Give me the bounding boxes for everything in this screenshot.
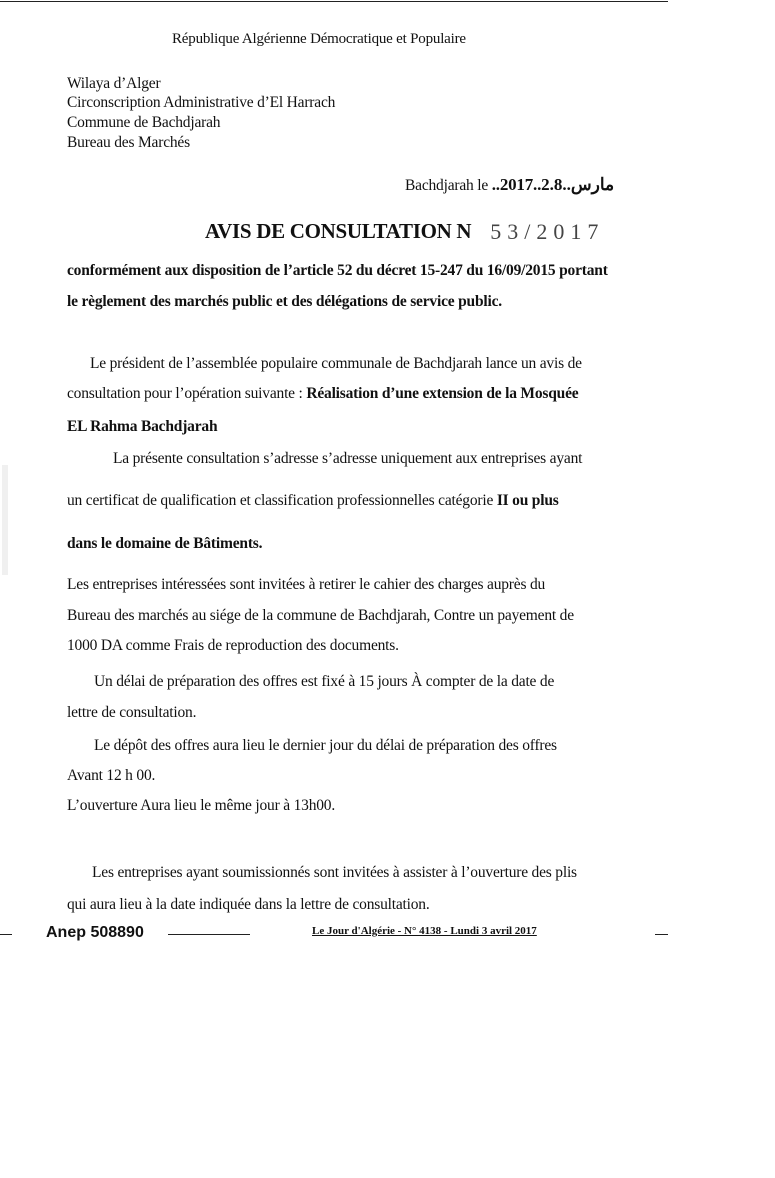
footer-rule-left bbox=[0, 934, 12, 935]
handwritten-date: ..2017..مارس..2.8 bbox=[491, 175, 615, 194]
body-p5-line-1: Le dépôt des offres aura lieu le dernier jour du délai de préparation des offres bbox=[94, 737, 557, 754]
body-p3-line-1: Les entreprises intéressées sont invitées à retirer le cahier des charges auprès du bbox=[67, 576, 546, 593]
preamble-line-1: conformément aux disposition de l’article 52 du décret 15-247 du 16/09/2015 portant bbox=[67, 262, 608, 279]
notice-title bbox=[205, 218, 605, 244]
body-p3-line-2: Bureau des marchés au siége de la commune de Bachdjarah, Contre un payement de bbox=[67, 607, 574, 624]
preamble-line-2: le règlement des marchés public et des délégations de service public. bbox=[67, 293, 502, 310]
footer-rule-middle bbox=[168, 934, 250, 935]
bureau-line: Bureau des Marchés bbox=[67, 134, 190, 151]
body-p4-line-1: Un délai de préparation des offres est fixé à 15 jours À compter de la date de bbox=[94, 673, 555, 690]
body-p1-line-2 bbox=[67, 385, 578, 403]
body-p5-line-3: L’ouverture Aura lieu le même jour à 13h00. bbox=[67, 797, 336, 814]
republic-heading: République Algérienne Démocratique et Populaire bbox=[172, 31, 466, 47]
date-place: Bachdjarah le bbox=[405, 177, 489, 194]
operation-name-continued: EL Rahma Bachdjarah bbox=[67, 418, 218, 435]
anep-reference: Anep 508890 bbox=[46, 924, 144, 941]
body-p6-line-1: Les entreprises ayant soumissionnés sont invitées à assister à l’ouverture des plis bbox=[92, 864, 577, 881]
footer-rule-right bbox=[655, 934, 668, 935]
category-requirement: II ou plus bbox=[496, 492, 559, 509]
body-p6-line-2: qui aura lieu à la date indiquée dans la lettre de consultation. bbox=[67, 896, 430, 913]
body-p5-line-2: Avant 12 h 00. bbox=[67, 767, 156, 784]
scan-artifact bbox=[2, 465, 8, 575]
operation-name: Réalisation d’une extension de la Mosquée bbox=[306, 385, 579, 402]
body-p1-line-2-text: consultation pour l’opération suivante : bbox=[67, 385, 303, 402]
wilaya-line: Wilaya d’Alger bbox=[67, 75, 161, 92]
handwritten-notice-number: 53/2017 bbox=[490, 219, 605, 244]
publication-reference: Le Jour d'Algérie - N° 4138 - Lundi 3 avril 2017 bbox=[312, 925, 537, 937]
body-p4-line-2: lettre de consultation. bbox=[67, 704, 197, 721]
domain-requirement: dans le domaine de Bâtiments. bbox=[67, 535, 263, 552]
notice-title-label: AVIS DE CONSULTATION N bbox=[205, 219, 472, 243]
body-p2-line-2 bbox=[67, 492, 559, 510]
commune-line: Commune de Bachdjarah bbox=[67, 114, 221, 131]
body-p2-line-1: La présente consultation s’adresse s’adresse uniquement aux entreprises ayant bbox=[113, 450, 583, 467]
body-p1-line-1: Le président de l’assemblée populaire communale de Bachdjarah lance un avis de bbox=[90, 355, 582, 372]
date-line bbox=[405, 175, 614, 195]
circonscription-line: Circonscription Administrative d’El Harrach bbox=[67, 94, 336, 111]
body-p3-line-3: 1000 DA comme Frais de reproduction des documents. bbox=[67, 637, 399, 654]
body-p2-line-2-text: un certificat de qualification et classification professionnelles catégorie bbox=[67, 492, 494, 509]
